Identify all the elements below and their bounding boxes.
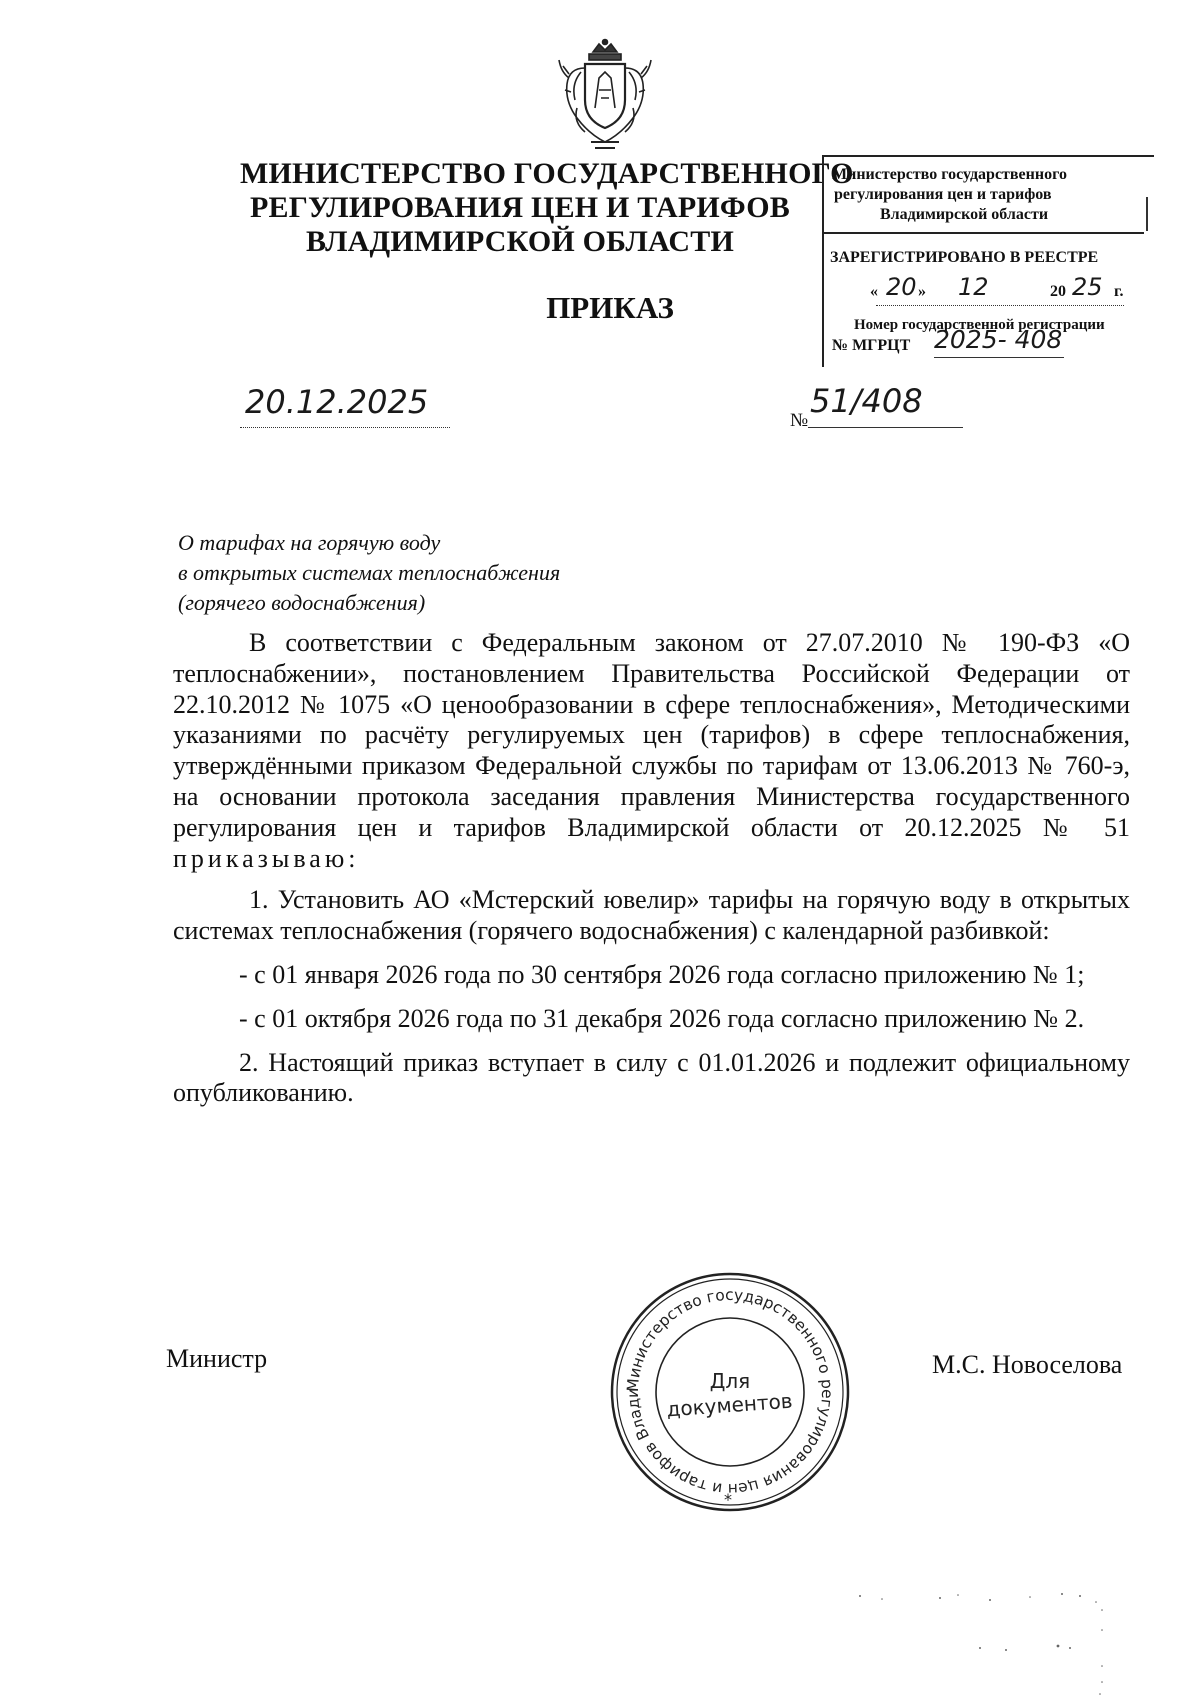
- order-date: 20.12.2025: [245, 383, 429, 421]
- ministry-line-2: РЕГУЛИРОВАНИЯ ЦЕН И ТАРИФОВ: [249, 191, 790, 224]
- item-1-period-b: - с 01 октября 2026 года по 31 декабря 2026 года согласно приложению № 2.: [239, 1003, 1085, 1033]
- ministry-line-3: ВЛАДИМИРСКОЙ ОБЛАСТИ: [306, 225, 734, 258]
- order-subject: [178, 528, 678, 618]
- stamp-number-value: 2025- 408: [934, 325, 1063, 354]
- stamp-number-underline: [934, 357, 1064, 358]
- subject-line-1: О тарифах на горячую воду: [178, 530, 441, 555]
- order-number: 51/408: [810, 382, 923, 420]
- stamp-date-close-quote: »: [918, 283, 926, 300]
- order-date-underline: [240, 427, 450, 428]
- stamp-date-month: 12: [958, 273, 989, 301]
- stamp-date-year-prefix: 20: [1050, 283, 1066, 300]
- stamp-org-line-1: Министерство государственного: [832, 166, 1067, 183]
- preamble-text: В соответствии с Федеральным законом от 27.07.2010 № 190-ФЗ «О теплоснабжении», постановлением Правительства Российской Федерации от 22.10.2012 № 1075 «О ценообразовании в сфере теплоснабжения», Методическими указаниями по расчёту регулируемых цен (тарифов) в сфере теплоснабжения, утверждёнными приказом Федеральной службы по тарифам от 13.06.2013 № 760-э, на основании протокола заседания правления Министерства государственного регулирования цен и тарифов Владимирской области от 20.12.2025 № 51: [173, 628, 1130, 842]
- item-1-period-a: - с 01 января 2026 года по 30 сентября 2026 года согласно приложению № 1;: [239, 959, 1085, 989]
- seal-ring-text: Министерство государственного регулирования цен и тарифов Влади: [623, 1285, 837, 1499]
- seal-center-line-2: документов: [665, 1388, 794, 1422]
- stamp-number-label: Номер государственной регистрации: [854, 317, 1105, 333]
- registration-stamp: [822, 155, 1154, 367]
- stamp-date-underline: [876, 305, 1124, 306]
- stamp-tick: [1146, 197, 1148, 231]
- ministry-line-1: МИНИСТЕРСТВО ГОСУДАРСТВЕННОГО: [240, 157, 854, 190]
- signatory-position: Министр: [166, 1344, 268, 1373]
- subject-line-2: в открытых системах теплоснабжения: [178, 560, 561, 585]
- coat-of-arms-icon: [555, 38, 655, 154]
- stamp-divider: [824, 232, 1144, 234]
- subject-line-3: (горячего водоснабжения): [178, 590, 426, 615]
- stamp-date-suffix: г.: [1114, 283, 1124, 300]
- item-2: 2. Настоящий приказ вступает в силу с 01.01.2026 и подлежит официальному опубликованию.: [173, 1047, 1130, 1108]
- order-number-label: №: [790, 410, 809, 431]
- seal-star: *: [724, 1490, 732, 1509]
- stamp-registration-date: [854, 273, 1144, 303]
- signatory-name: М.С. Новоселова: [932, 1350, 1123, 1379]
- stamp-org-line-3: Владимирской области: [880, 206, 1049, 223]
- item-1: 1. Установить АО «Мстерский ювелир» тарифы на горячую воду в открытых системах теплоснабжения (горячего водоснабжения) с календарной разбивкой:: [173, 885, 1130, 946]
- decree-word: приказываю:: [173, 843, 360, 873]
- ministry-name: [240, 157, 854, 259]
- stamp-registered-label: ЗАРЕГИСТРИРОВАНО В РЕЕСТРЕ: [830, 249, 1099, 266]
- order-number-underline: [808, 427, 963, 428]
- stamp-number-prefix: № МГРЦТ: [832, 337, 911, 354]
- stamp-date-day: 20: [886, 273, 917, 301]
- stamp-date-open-quote: «: [870, 283, 878, 300]
- order-body: [173, 628, 1130, 1109]
- stamp-org-line-2: регулирования цен и тарифов: [834, 186, 1052, 203]
- scan-noise: [830, 1590, 1130, 1700]
- seal-center-line-1: Для: [709, 1369, 751, 1393]
- preamble-paragraph: [173, 628, 1130, 874]
- official-seal: [600, 1262, 860, 1522]
- document-title: ПРИКАЗ: [546, 290, 674, 325]
- stamp-date-year-suffix: 25: [1072, 273, 1103, 301]
